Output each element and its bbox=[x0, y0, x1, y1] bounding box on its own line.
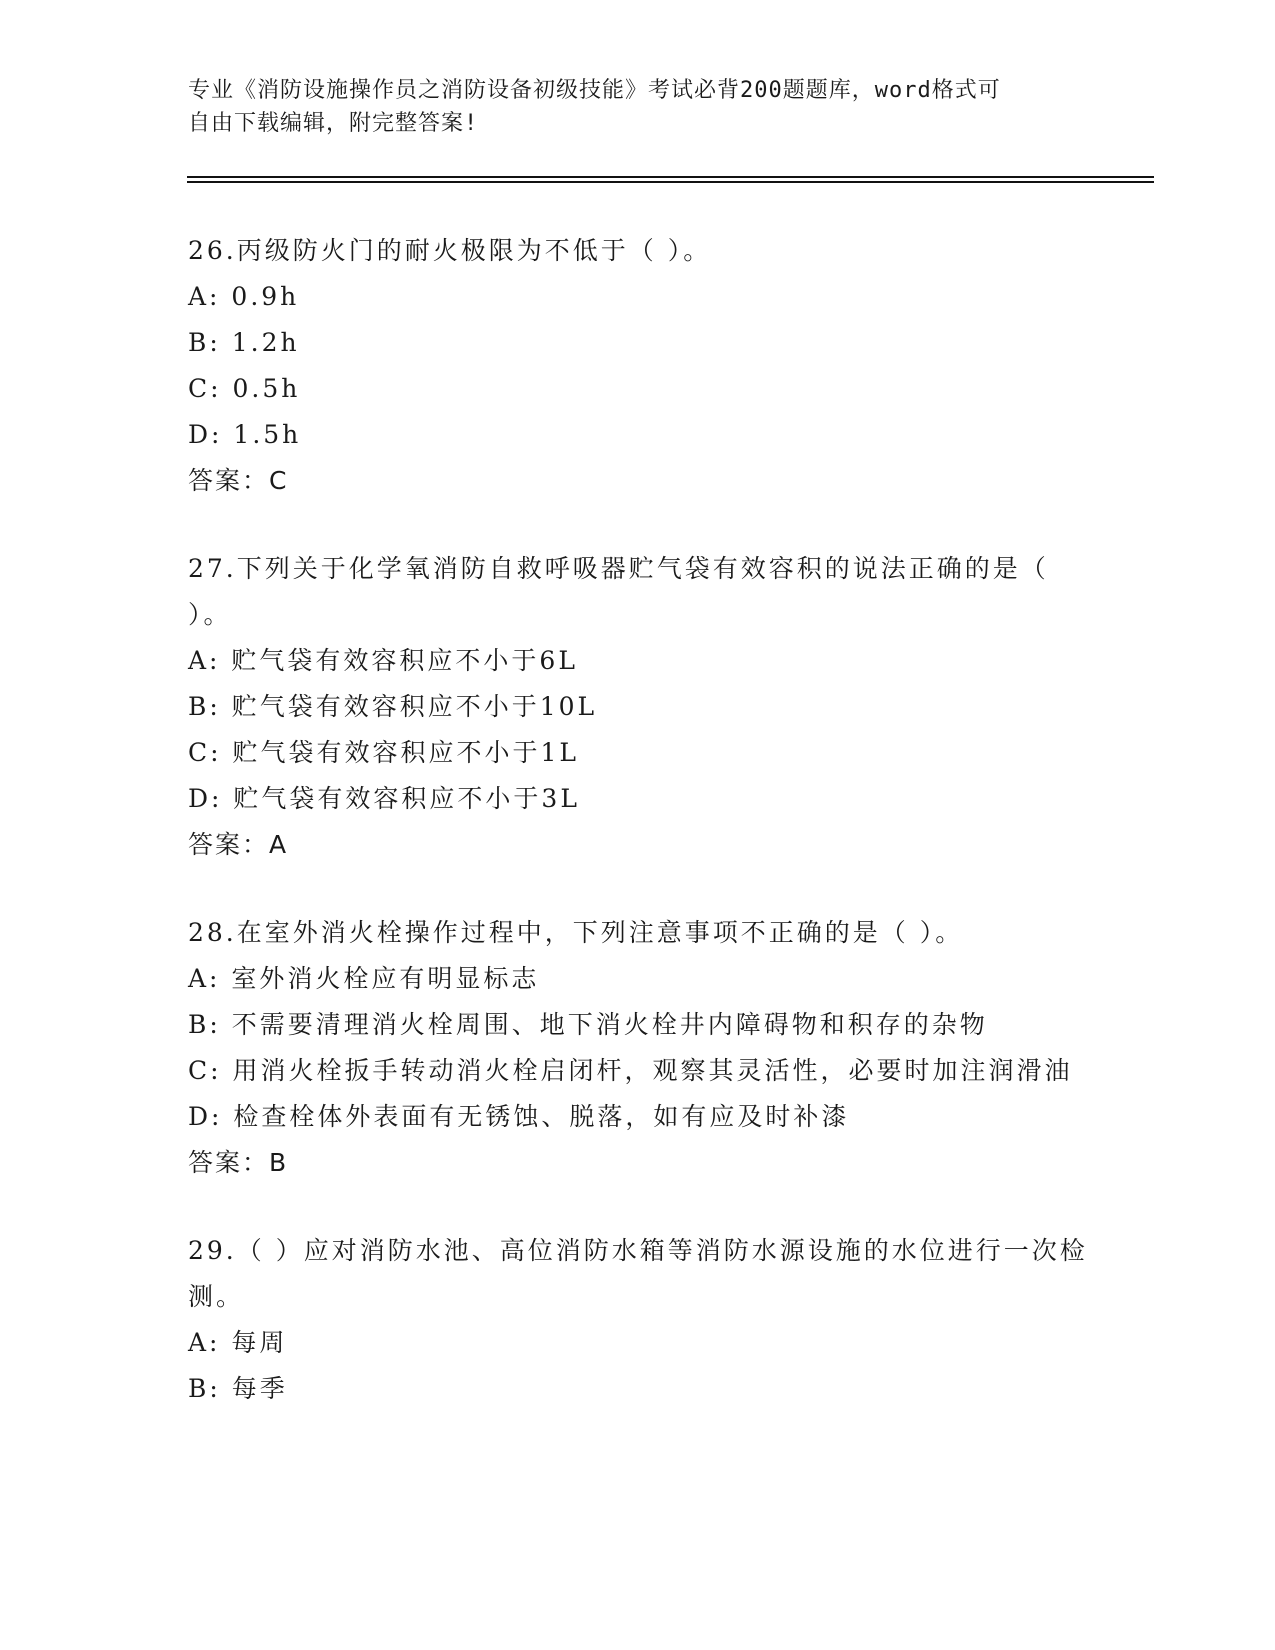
question-stem: 27.下列关于化学氧消防自救呼吸器贮气袋有效容积的说法正确的是（ ）。 bbox=[188, 554, 1049, 629]
option-b: B: 贮气袋有效容积应不小于10L bbox=[188, 692, 598, 721]
answer: 答案：C bbox=[188, 466, 289, 495]
header-divider-top bbox=[187, 176, 1154, 178]
answer: 答案：A bbox=[188, 830, 289, 859]
option-a: A: 室外消火栓应有明显标志 bbox=[188, 964, 540, 993]
option-c: C: 0.5h bbox=[188, 374, 301, 403]
question-28 bbox=[188, 910, 1088, 1186]
option-d: D: 检查栓体外表面有无锈蚀、脱落，如有应及时补漆 bbox=[188, 1102, 850, 1131]
question-stem: 26.丙级防火门的耐火极限为不低于（ ）。 bbox=[188, 236, 712, 265]
question-stem: 29.（ ）应对消防水池、高位消防水箱等消防水源设施的水位进行一次检测。 bbox=[188, 1236, 1088, 1311]
header-title-line-2: 自由下载编辑，附完整答案! bbox=[188, 111, 479, 136]
option-b: B: 1.2h bbox=[188, 328, 300, 357]
option-c: C: 用消火栓扳手转动消火栓启闭杆，观察其灵活性，必要时加注润滑油 bbox=[188, 1056, 1073, 1085]
option-b: B: 每季 bbox=[188, 1374, 288, 1403]
header-title-line-1: 专业《消防设施操作员之消防设备初级技能》考试必背200题题库，word格式可 bbox=[188, 78, 1001, 103]
question-27 bbox=[188, 546, 1088, 868]
question-list bbox=[188, 228, 1088, 1454]
option-b: B: 不需要清理消火栓周围、地下消火栓井内障碍物和积存的杂物 bbox=[188, 1010, 988, 1039]
option-a: A: 0.9h bbox=[188, 282, 300, 311]
option-d: D: 1.5h bbox=[188, 420, 302, 449]
option-a: A: 贮气袋有效容积应不小于6L bbox=[188, 646, 578, 675]
question-26 bbox=[188, 228, 1088, 504]
option-d: D: 贮气袋有效容积应不小于3L bbox=[188, 784, 580, 813]
question-29 bbox=[188, 1228, 1088, 1412]
header-divider-bottom bbox=[187, 181, 1154, 183]
option-a: A: 每周 bbox=[188, 1328, 288, 1357]
option-c: C: 贮气袋有效容积应不小于1L bbox=[188, 738, 580, 767]
answer: 答案：B bbox=[188, 1148, 289, 1177]
document-header bbox=[188, 74, 1068, 140]
question-stem: 28.在室外消火栓操作过程中，下列注意事项不正确的是（ ）。 bbox=[188, 918, 964, 947]
